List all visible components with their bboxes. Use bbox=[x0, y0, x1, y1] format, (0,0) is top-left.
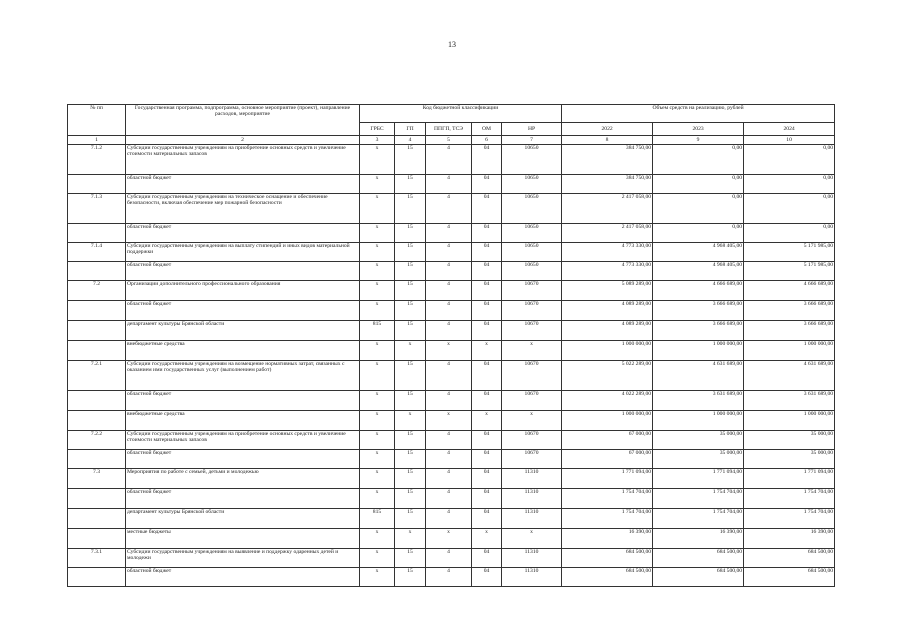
cell-ppgp: 4 bbox=[426, 301, 472, 321]
row-number: 7.2.1 bbox=[68, 361, 126, 391]
cell-gp: 15 bbox=[395, 145, 426, 175]
cell-ppgp: 4 bbox=[426, 175, 472, 194]
cell-nr: 10650 bbox=[502, 145, 562, 175]
cell-2024: 35 000,00 bbox=[744, 450, 835, 469]
col-number: 9 bbox=[653, 136, 744, 145]
cell-2023: 1 000 000,00 bbox=[653, 411, 744, 431]
row-number bbox=[68, 529, 126, 549]
row-name: департамент культуры Брянской области bbox=[126, 321, 360, 341]
cell-om: х bbox=[472, 529, 502, 549]
cell-2023: 1 000 000,00 bbox=[653, 341, 744, 361]
cell-ppgp: 4 bbox=[426, 391, 472, 411]
cell-2024: 1 771 094,00 bbox=[744, 469, 835, 489]
cell-gp: 15 bbox=[395, 549, 426, 568]
cell-gp: 15 bbox=[395, 469, 426, 489]
table-row bbox=[68, 568, 835, 587]
cell-2024: 5 171 985,00 bbox=[744, 243, 835, 262]
cell-om: х bbox=[472, 411, 502, 431]
cell-ppgp: х bbox=[426, 529, 472, 549]
header-2024: 2024 bbox=[744, 123, 835, 136]
cell-om: 04 bbox=[472, 391, 502, 411]
cell-nr: 10670 bbox=[502, 321, 562, 341]
cell-om: 04 bbox=[472, 568, 502, 587]
cell-2022: 4 089 289,00 bbox=[562, 301, 653, 321]
row-name: областной бюджет bbox=[126, 568, 360, 587]
cell-2023: 16 390,00 bbox=[653, 529, 744, 549]
cell-2024: 0,00 bbox=[744, 224, 835, 243]
table-row bbox=[68, 361, 835, 391]
cell-gp: 15 bbox=[395, 489, 426, 509]
cell-2023: 4 666 689,00 bbox=[653, 281, 744, 301]
cell-2022: 1 771 094,00 bbox=[562, 469, 653, 489]
cell-ppgp: 4 bbox=[426, 549, 472, 568]
cell-2024: 3 631 689,00 bbox=[744, 391, 835, 411]
cell-om: 04 bbox=[472, 145, 502, 175]
cell-2023: 1 771 094,00 bbox=[653, 469, 744, 489]
cell-om: 04 bbox=[472, 281, 502, 301]
cell-nr: 11310 bbox=[502, 568, 562, 587]
cell-om: 04 bbox=[472, 301, 502, 321]
cell-nr: 10670 bbox=[502, 361, 562, 391]
cell-2023: 1 754 704,00 bbox=[653, 509, 744, 529]
cell-nr: 10670 bbox=[502, 450, 562, 469]
cell-nr: 10650 bbox=[502, 224, 562, 243]
header-volume: Объем средств на реализацию, рублей bbox=[562, 105, 835, 123]
cell-nr: 10670 bbox=[502, 281, 562, 301]
cell-om: 04 bbox=[472, 450, 502, 469]
row-number: 7.1.2 bbox=[68, 145, 126, 175]
row-name: Мероприятия по работе с семьей, детьми и молодежью bbox=[126, 469, 360, 489]
table-row bbox=[68, 549, 835, 568]
cell-gp: 15 bbox=[395, 281, 426, 301]
header-num: № пп bbox=[68, 105, 126, 136]
cell-grbs: х bbox=[360, 145, 395, 175]
row-number bbox=[68, 224, 126, 243]
cell-gp: 15 bbox=[395, 175, 426, 194]
cell-nr: х bbox=[502, 529, 562, 549]
cell-2022: 384 750,00 bbox=[562, 175, 653, 194]
cell-2023: 684 500,00 bbox=[653, 549, 744, 568]
cell-grbs: х bbox=[360, 411, 395, 431]
row-name: департамент культуры Брянской области bbox=[126, 509, 360, 529]
row-number bbox=[68, 341, 126, 361]
cell-om: 04 bbox=[472, 224, 502, 243]
cell-2024: 4 666 689,00 bbox=[744, 281, 835, 301]
cell-2024: 1 000 000,00 bbox=[744, 411, 835, 431]
cell-gp: 15 bbox=[395, 391, 426, 411]
cell-gp: 15 bbox=[395, 301, 426, 321]
col-number: 4 bbox=[395, 136, 426, 145]
cell-2023: 3 666 689,00 bbox=[653, 301, 744, 321]
cell-ppgp: х bbox=[426, 341, 472, 361]
row-number bbox=[68, 489, 126, 509]
cell-ppgp: 4 bbox=[426, 243, 472, 262]
cell-2024: 0,00 bbox=[744, 175, 835, 194]
cell-ppgp: 4 bbox=[426, 568, 472, 587]
cell-2022: 5 089 289,00 bbox=[562, 281, 653, 301]
cell-grbs: х bbox=[360, 175, 395, 194]
table-row bbox=[68, 194, 835, 224]
cell-ppgp: 4 bbox=[426, 281, 472, 301]
cell-2022: 384 750,00 bbox=[562, 145, 653, 175]
cell-om: 04 bbox=[472, 431, 502, 450]
row-number bbox=[68, 301, 126, 321]
cell-2023: 0,00 bbox=[653, 224, 744, 243]
cell-om: 04 bbox=[472, 262, 502, 281]
table-row bbox=[68, 321, 835, 341]
row-number bbox=[68, 509, 126, 529]
header-name: Государственная программа, подпрограмма, основное мероприятие (проект), направление расходов, мероприятие bbox=[126, 105, 360, 136]
header-row-main bbox=[68, 105, 835, 123]
cell-ppgp: 4 bbox=[426, 431, 472, 450]
cell-gp: 15 bbox=[395, 431, 426, 450]
row-name: областной бюджет bbox=[126, 224, 360, 243]
col-number: 8 bbox=[562, 136, 653, 145]
row-name: местные бюджеты bbox=[126, 529, 360, 549]
table-row bbox=[68, 175, 835, 194]
header-2023: 2023 bbox=[653, 123, 744, 136]
col-number: 5 bbox=[426, 136, 472, 145]
cell-2023: 3 631 689,00 bbox=[653, 391, 744, 411]
page-number: 13 bbox=[448, 40, 456, 49]
cell-ppgp: 4 bbox=[426, 509, 472, 529]
cell-grbs: х bbox=[360, 194, 395, 224]
cell-2022: 684 500,00 bbox=[562, 568, 653, 587]
cell-gp: 15 bbox=[395, 243, 426, 262]
cell-2023: 0,00 bbox=[653, 194, 744, 224]
cell-2024: 4 631 689,00 bbox=[744, 361, 835, 391]
cell-2023: 4 968 405,00 bbox=[653, 262, 744, 281]
cell-2024: 1 000 000,00 bbox=[744, 341, 835, 361]
table-row bbox=[68, 145, 835, 175]
row-name: областной бюджет bbox=[126, 450, 360, 469]
cell-nr: х bbox=[502, 411, 562, 431]
cell-grbs: х bbox=[360, 243, 395, 262]
cell-2024: 1 754 704,00 bbox=[744, 489, 835, 509]
cell-grbs: х bbox=[360, 431, 395, 450]
table-row bbox=[68, 489, 835, 509]
cell-nr: 10670 bbox=[502, 301, 562, 321]
cell-2024: 684 500,00 bbox=[744, 568, 835, 587]
row-name: Субсидии государственным учреждениям на выплату стипендий и иных видов материальной поддержки bbox=[126, 243, 360, 262]
cell-2022: 4 089 289,00 bbox=[562, 321, 653, 341]
cell-2022: 67 000,00 bbox=[562, 450, 653, 469]
cell-2024: 3 666 689,00 bbox=[744, 321, 835, 341]
cell-gp: 15 bbox=[395, 321, 426, 341]
row-number bbox=[68, 175, 126, 194]
cell-grbs: х bbox=[360, 224, 395, 243]
col-number: 6 bbox=[472, 136, 502, 145]
cell-grbs: х bbox=[360, 281, 395, 301]
cell-2022: 1 000 000,00 bbox=[562, 411, 653, 431]
table-row bbox=[68, 411, 835, 431]
cell-gp: 15 bbox=[395, 361, 426, 391]
cell-nr: 11310 bbox=[502, 549, 562, 568]
table-row bbox=[68, 262, 835, 281]
table-row bbox=[68, 301, 835, 321]
col-number: 10 bbox=[744, 136, 835, 145]
header-2022: 2022 bbox=[562, 123, 653, 136]
row-number: 7.2 bbox=[68, 281, 126, 301]
cell-2022: 4 773 330,00 bbox=[562, 262, 653, 281]
cell-grbs: х bbox=[360, 301, 395, 321]
cell-2022: 4 022 289,00 bbox=[562, 391, 653, 411]
table-row bbox=[68, 224, 835, 243]
cell-om: 04 bbox=[472, 469, 502, 489]
cell-om: 04 bbox=[472, 321, 502, 341]
cell-grbs: х bbox=[360, 568, 395, 587]
table-row bbox=[68, 529, 835, 549]
row-name: Субсидии государственным учреждениям на выявление и поддержку одаренных детей и молодежи bbox=[126, 549, 360, 568]
cell-2022: 1 754 704,00 bbox=[562, 489, 653, 509]
cell-nr: 10670 bbox=[502, 391, 562, 411]
cell-gp: х bbox=[395, 341, 426, 361]
cell-nr: 11310 bbox=[502, 469, 562, 489]
row-number: 7.3 bbox=[68, 469, 126, 489]
cell-2022: 5 022 289,00 bbox=[562, 361, 653, 391]
cell-grbs: х bbox=[360, 262, 395, 281]
cell-grbs: х bbox=[360, 341, 395, 361]
cell-grbs: 815 bbox=[360, 321, 395, 341]
row-number bbox=[68, 411, 126, 431]
table-row bbox=[68, 509, 835, 529]
cell-ppgp: 4 bbox=[426, 145, 472, 175]
row-name: внебюджетные средства bbox=[126, 411, 360, 431]
cell-2023: 4 631 689,00 bbox=[653, 361, 744, 391]
cell-grbs: х bbox=[360, 469, 395, 489]
row-name: областной бюджет bbox=[126, 301, 360, 321]
cell-2022: 1 754 704,00 bbox=[562, 509, 653, 529]
row-number bbox=[68, 568, 126, 587]
cell-2022: 67 000,00 bbox=[562, 431, 653, 450]
cell-om: 04 bbox=[472, 194, 502, 224]
table-row bbox=[68, 243, 835, 262]
cell-grbs: х bbox=[360, 450, 395, 469]
table-row bbox=[68, 281, 835, 301]
cell-gp: 15 bbox=[395, 509, 426, 529]
header-budget-class: Код бюджетной классификации bbox=[360, 105, 562, 123]
cell-grbs: х bbox=[360, 549, 395, 568]
cell-ppgp: х bbox=[426, 411, 472, 431]
col-number: 2 bbox=[126, 136, 360, 145]
cell-2023: 0,00 bbox=[653, 145, 744, 175]
budget-table bbox=[67, 104, 835, 587]
header-om: ОМ bbox=[472, 123, 502, 136]
table-row bbox=[68, 391, 835, 411]
cell-grbs: х bbox=[360, 489, 395, 509]
cell-2023: 35 000,00 bbox=[653, 450, 744, 469]
row-number bbox=[68, 262, 126, 281]
header-grbs: ГРБС bbox=[360, 123, 395, 136]
cell-nr: 10650 bbox=[502, 175, 562, 194]
col-number: 7 bbox=[502, 136, 562, 145]
cell-om: 04 bbox=[472, 489, 502, 509]
cell-2024: 684 500,00 bbox=[744, 549, 835, 568]
cell-2023: 684 500,00 bbox=[653, 568, 744, 587]
row-number bbox=[68, 391, 126, 411]
cell-ppgp: 4 bbox=[426, 361, 472, 391]
cell-nr: 11310 bbox=[502, 489, 562, 509]
cell-gp: х bbox=[395, 411, 426, 431]
cell-2023: 3 666 689,00 bbox=[653, 321, 744, 341]
cell-ppgp: 4 bbox=[426, 321, 472, 341]
table-row bbox=[68, 341, 835, 361]
row-name: областной бюджет bbox=[126, 262, 360, 281]
row-number: 7.2.2 bbox=[68, 431, 126, 450]
cell-2022: 684 500,00 bbox=[562, 549, 653, 568]
cell-2024: 1 754 704,00 bbox=[744, 509, 835, 529]
header-row-numbers bbox=[68, 136, 835, 145]
cell-2024: 16 390,00 bbox=[744, 529, 835, 549]
row-number: 7.3.1 bbox=[68, 549, 126, 568]
cell-nr: 10650 bbox=[502, 262, 562, 281]
cell-ppgp: 4 bbox=[426, 224, 472, 243]
cell-om: х bbox=[472, 341, 502, 361]
cell-om: 04 bbox=[472, 509, 502, 529]
row-name: Субсидии государственным учреждениям на возмещение нормативных затрат, связанных с оказанием ими государственных услуг (выполнением работ) bbox=[126, 361, 360, 391]
cell-2022: 4 773 330,00 bbox=[562, 243, 653, 262]
cell-ppgp: 4 bbox=[426, 262, 472, 281]
cell-gp: 15 bbox=[395, 568, 426, 587]
cell-om: 04 bbox=[472, 549, 502, 568]
cell-nr: х bbox=[502, 341, 562, 361]
row-name: Субсидии государственным учреждениям на приобретение основных средств и увеличение стоимости материальных запасов bbox=[126, 431, 360, 450]
cell-gp: 15 bbox=[395, 224, 426, 243]
col-number: 1 bbox=[68, 136, 126, 145]
cell-2023: 1 754 704,00 bbox=[653, 489, 744, 509]
table-row bbox=[68, 469, 835, 489]
cell-grbs: 815 bbox=[360, 509, 395, 529]
cell-gp: х bbox=[395, 529, 426, 549]
table-row bbox=[68, 431, 835, 450]
col-number: 3 bbox=[360, 136, 395, 145]
cell-2024: 0,00 bbox=[744, 194, 835, 224]
cell-2024: 0,00 bbox=[744, 145, 835, 175]
row-number bbox=[68, 450, 126, 469]
cell-nr: 10670 bbox=[502, 431, 562, 450]
header-ppgp: ППГП, ТСЭ bbox=[426, 123, 472, 136]
row-number: 7.1.3 bbox=[68, 194, 126, 224]
cell-grbs: х bbox=[360, 529, 395, 549]
cell-om: 04 bbox=[472, 175, 502, 194]
cell-om: 04 bbox=[472, 361, 502, 391]
cell-grbs: х bbox=[360, 391, 395, 411]
row-number: 7.1.4 bbox=[68, 243, 126, 262]
row-name: областной бюджет bbox=[126, 489, 360, 509]
cell-gp: 15 bbox=[395, 450, 426, 469]
cell-2022: 1 000 000,00 bbox=[562, 341, 653, 361]
header-gp: ГП bbox=[395, 123, 426, 136]
cell-nr: 10650 bbox=[502, 243, 562, 262]
cell-2023: 35 000,00 bbox=[653, 431, 744, 450]
cell-gp: 15 bbox=[395, 194, 426, 224]
cell-ppgp: 4 bbox=[426, 489, 472, 509]
cell-nr: 10650 bbox=[502, 194, 562, 224]
cell-2022: 2 417 058,00 bbox=[562, 224, 653, 243]
header-nr: НР bbox=[502, 123, 562, 136]
cell-grbs: х bbox=[360, 361, 395, 391]
row-name: областной бюджет bbox=[126, 391, 360, 411]
cell-2024: 3 666 689,00 bbox=[744, 301, 835, 321]
cell-2023: 4 968 405,00 bbox=[653, 243, 744, 262]
cell-2022: 2 417 058,00 bbox=[562, 194, 653, 224]
cell-gp: 15 bbox=[395, 262, 426, 281]
row-name: Субсидии государственным учреждениям на приобретение основных средств и увеличение стоимости материальных запасов bbox=[126, 145, 360, 175]
cell-2023: 0,00 bbox=[653, 175, 744, 194]
row-name: Субсидии государственным учреждениям на техническое оснащение и обеспечение безопасности, включая обеспечение мер пожарной безопасности bbox=[126, 194, 360, 224]
row-name: внебюджетные средства bbox=[126, 341, 360, 361]
cell-2022: 16 390,00 bbox=[562, 529, 653, 549]
cell-2024: 35 000,00 bbox=[744, 431, 835, 450]
cell-ppgp: 4 bbox=[426, 194, 472, 224]
row-name: областной бюджет bbox=[126, 175, 360, 194]
row-number bbox=[68, 321, 126, 341]
cell-om: 04 bbox=[472, 243, 502, 262]
cell-nr: 11310 bbox=[502, 509, 562, 529]
cell-2024: 5 171 985,00 bbox=[744, 262, 835, 281]
cell-ppgp: 4 bbox=[426, 450, 472, 469]
table-row bbox=[68, 450, 835, 469]
cell-ppgp: 4 bbox=[426, 469, 472, 489]
row-name: Организации дополнительного профессионального образования bbox=[126, 281, 360, 301]
